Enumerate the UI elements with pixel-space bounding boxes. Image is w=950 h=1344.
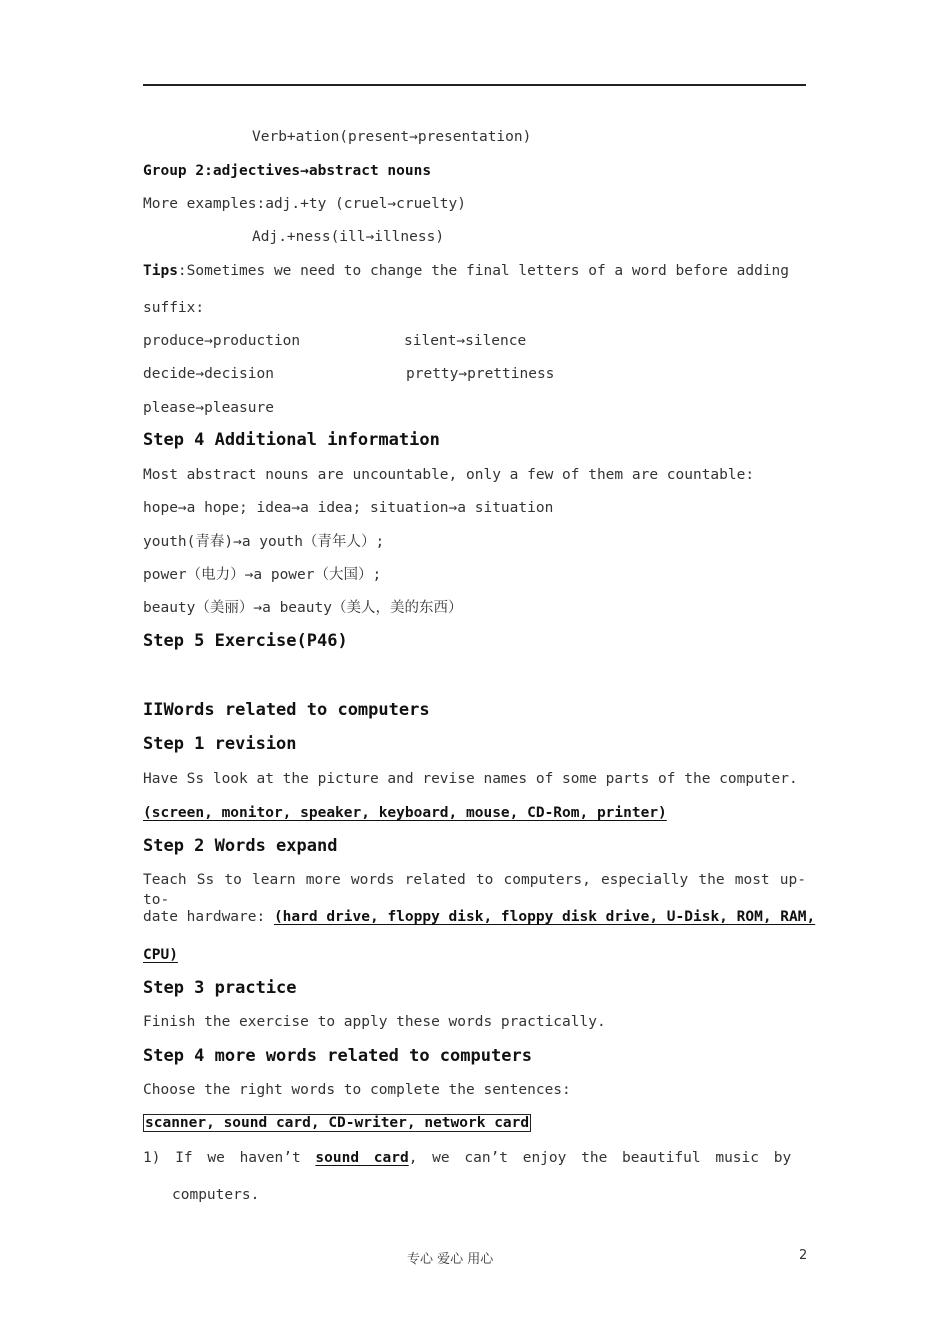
produce-production: produce→production <box>143 333 301 349</box>
sentence-1-answer: sound card <box>315 1150 409 1166</box>
group2-heading: Group 2:adjectives→abstract nouns <box>143 163 432 179</box>
words-expand-instruction: Teach Ss to learn more words related to computers, especially the most up-to- <box>143 872 806 908</box>
tips-label: Tips <box>143 263 178 279</box>
hardware-word-list: (hard drive, floppy disk, floppy disk drive, U-Disk, ROM, RAM, <box>273 909 816 925</box>
hardware-word-list-cont: CPU) <box>143 947 178 963</box>
revision-word-list: (screen, monitor, speaker, keyboard, mouse, CD-Rom, printer) <box>143 805 667 821</box>
sentence-1 <box>143 1148 791 1168</box>
footer-motto: 专心 爱心 用心 <box>407 1252 494 1267</box>
adj-ness-example: Adj.+ness(ill→illness) <box>252 229 445 245</box>
sentence-1-start: 1) If we haven’t <box>143 1150 316 1166</box>
revision-instruction: Have Ss look at the picture and revise names of some parts of the computer. <box>143 771 798 787</box>
example-row-2 <box>143 364 555 384</box>
hardware-line <box>143 907 815 927</box>
uncountable-note: Most abstract nouns are uncountable, only a few of them are countable: <box>143 467 755 483</box>
choose-words-instruction: Choose the right words to complete the sentences: <box>143 1082 571 1098</box>
step4-additional-heading: Step 4 Additional information <box>143 430 440 450</box>
step4-more-words-heading: Step 4 more words related to computers <box>143 1046 532 1066</box>
tips-text: :Sometimes we need to change the final letters of a word before adding <box>177 263 790 279</box>
tips-line <box>143 261 789 281</box>
revision-words-line <box>143 803 667 823</box>
example-row-1 <box>143 331 527 351</box>
step5-exercise-heading: Step 5 Exercise(P46) <box>143 631 348 651</box>
practice-instruction: Finish the exercise to apply these words practically. <box>143 1014 606 1030</box>
step2-words-expand-heading: Step 2 Words expand <box>143 836 338 856</box>
power-example: power（电力）→a power（大国）; <box>143 567 382 583</box>
suffix-line: suffix: <box>143 300 205 316</box>
sentence-1-end: , we can’t enjoy the beautiful music by <box>408 1150 792 1166</box>
verb-ation-example: Verb+ation(present→presentation) <box>252 129 532 145</box>
beauty-example: beauty（美丽）→a beauty（美人，美的东西） <box>143 600 463 616</box>
step1-revision-heading: Step 1 revision <box>143 734 297 754</box>
silent-silence: silent→silence <box>404 333 527 349</box>
page-number: 2 <box>799 1248 808 1263</box>
cpu-line <box>143 945 178 965</box>
word-choice-box: scanner, sound card, CD-writer, network card <box>145 1115 530 1131</box>
hope-idea-situation: hope→a hope; idea→a idea; situation→a situation <box>143 500 554 516</box>
more-examples-line: More examples:adj.+ty (cruel→cruelty) <box>143 196 467 212</box>
header-rule <box>143 84 806 86</box>
please-pleasure: please→pleasure <box>143 400 274 416</box>
step3-practice-heading: Step 3 practice <box>143 978 297 998</box>
sentence-1-cont: computers. <box>172 1187 260 1203</box>
word-box-line <box>143 1113 531 1133</box>
decide-decision: decide→decision <box>143 366 274 382</box>
pretty-prettiness: pretty→prettiness <box>406 366 555 382</box>
section-ii-heading: IIWords related to computers <box>143 700 430 720</box>
youth-example: youth(青春)→a youth（青年人）; <box>143 534 385 550</box>
hardware-label: date hardware: <box>143 909 274 925</box>
